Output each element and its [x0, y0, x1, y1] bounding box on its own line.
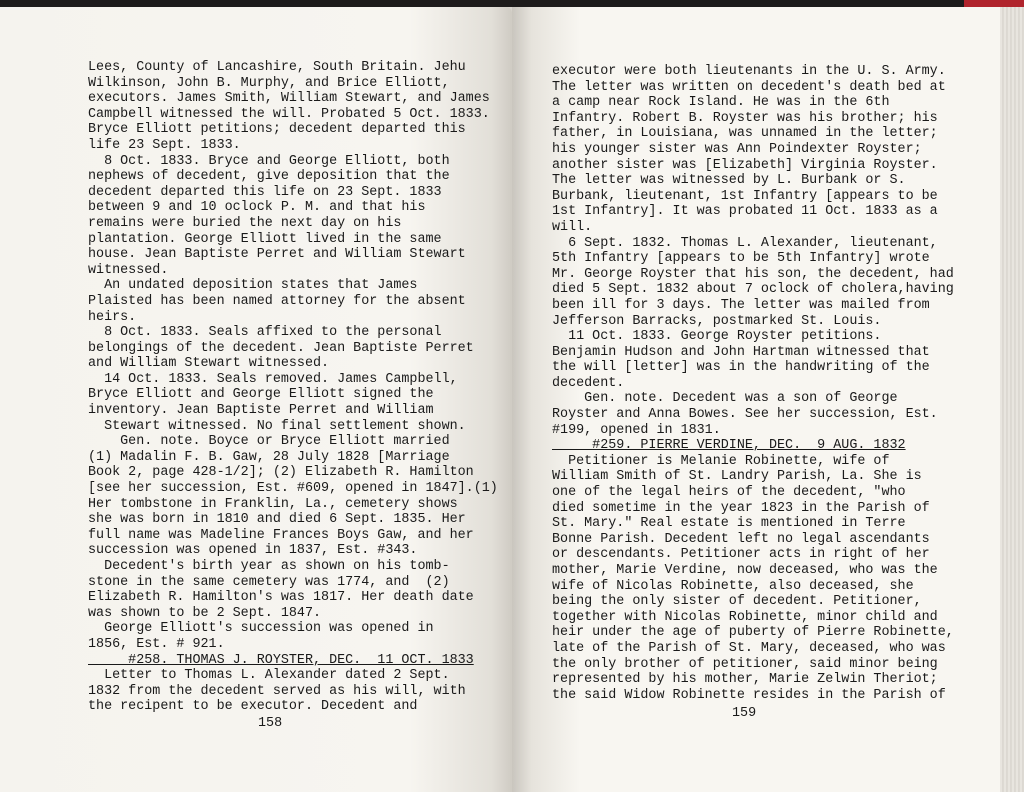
left-page-text [88, 60, 498, 715]
left-page [0, 7, 512, 792]
book-cover-edge [964, 0, 1024, 7]
text-line: plantation. George Elliott lived in the same [88, 231, 442, 247]
text-line: heir under the age of puberty of Pierre Robinette, [552, 625, 954, 641]
scan-top-border [0, 0, 1024, 7]
text-line: Stewart witnessed. No final settlement shown. [88, 418, 466, 434]
text-line: 1832 from the decedent served as his will, with [88, 683, 466, 699]
text-line: being the only sister of decedent. Petitioner, [552, 594, 922, 610]
text-line: St. Mary." Real estate is mentioned in Terre [552, 516, 906, 532]
text-line: been ill for 3 days. The letter was mailed from [552, 297, 930, 313]
text-line: Bryce Elliott petitions; decedent departed this [88, 122, 466, 138]
text-line: Mr. George Royster that his son, the decedent, had [552, 266, 954, 282]
text-line: inventory. Jean Baptiste Perret and William [88, 403, 434, 419]
left-page-number: 158 [258, 716, 283, 731]
text-line: Burbank, lieutenant, 1st Infantry [appears to be [552, 188, 938, 204]
text-line: between 9 and 10 oclock P. M. and that his [88, 200, 426, 216]
text-line: (1) Madalin F. B. Gaw, 28 July 1828 [Marriage [88, 449, 450, 465]
text-line: The letter was written on decedent's death bed at [552, 79, 946, 95]
text-line: [see her succession, Est. #609, opened in 1847].(1) [88, 481, 498, 497]
text-line: full name was Madeline Frances Boys Gaw, and her [88, 527, 474, 543]
text-line: Infantry. Robert B. Royster was his brother; his [552, 110, 938, 126]
text-line: decedent. [552, 375, 625, 391]
text-line: together with Nicolas Robinette, minor child and [552, 609, 938, 625]
text-line: Royster and Anna Bowes. See her succession, Est. [552, 407, 938, 423]
text-line: Gen. note. Boyce or Bryce Elliott married [88, 434, 450, 450]
text-line: house. Jean Baptiste Perret and William Stewart [88, 247, 466, 263]
text-line: and William Stewart witnessed. [88, 356, 330, 372]
text-line: 1856, Est. # 921. [88, 636, 225, 652]
text-line: 14 Oct. 1833. Seals removed. James Campbell, [88, 371, 458, 387]
text-line: the will [letter] was in the handwriting of the [552, 360, 930, 376]
text-line: Book 2, page 428-1/2]; (2) Elizabeth R. Hamilton [88, 465, 474, 481]
text-line: will. [552, 219, 593, 235]
text-line: life 23 Sept. 1833. [88, 137, 241, 153]
text-line: executors. James Smith, William Stewart, and James [88, 91, 490, 107]
text-line: Bryce Elliott and George Elliott signed the [88, 387, 434, 403]
text-line: a camp near Rock Island. He was in the 6th [552, 95, 890, 111]
text-line: 11 Oct. 1833. George Royster petitions. [552, 329, 882, 345]
text-line: Plaisted has been named attorney for the absent [88, 293, 466, 309]
text-line: Her tombstone in Franklin, La., cemetery shows [88, 496, 458, 512]
text-line: Petitioner is Melanie Robinette, wife of [552, 453, 890, 469]
text-line: decedent departed this life on 23 Sept. 1833 [88, 184, 442, 200]
entry-heading: #258. THOMAS J. ROYSTER, DEC. 11 OCT. 1833 [88, 652, 474, 668]
text-line: Decedent's birth year as shown on his tomb- [88, 559, 450, 574]
text-line: George Elliott's succession was opened in [88, 621, 434, 637]
text-line: witnessed. [88, 262, 169, 278]
text-line: another sister was [Elizabeth] Virginia Royster. [552, 157, 938, 173]
text-line: late of the Parish of St. Mary, deceased, who was [552, 640, 946, 656]
text-line: the only brother of petitioner, said minor being [552, 656, 938, 672]
text-line: mother, Marie Verdine, now deceased, who was the [552, 563, 938, 578]
text-line: 5th Infantry [appears to be 5th Infantry] wrote [552, 251, 930, 267]
text-line: Jefferson Barracks, postmarked St. Louis. [552, 313, 882, 329]
text-line: 8 Oct. 1833. Seals affixed to the personal [88, 325, 442, 341]
text-line: died 5 Sept. 1832 about 7 oclock of cholera,having [552, 282, 954, 298]
text-line: Letter to Thomas L. Alexander dated 2 Sept. [88, 668, 450, 684]
text-line: stone in the same cemetery was 1774, and (2) [88, 574, 450, 590]
right-page-text [552, 64, 954, 703]
text-line: Wilkinson, John B. Murphy, and Brice Elliott, [88, 75, 450, 91]
text-line: she was born in 1810 and died 6 Sept. 1835. Her [88, 512, 466, 528]
text-line: Bonne Parish. Decedent left no legal ascendants [552, 531, 930, 547]
right-page-number: 159 [732, 706, 757, 721]
text-line: executor were both lieutenants in the U. S. Army. [552, 64, 946, 79]
text-line: belongings of the decedent. Jean Baptiste Perret [88, 340, 474, 356]
text-line: William Smith of St. Landry Parish, La. She is [552, 469, 922, 485]
text-line: nephews of decedent, give deposition that the [88, 169, 450, 185]
text-line: 1st Infantry]. It was probated 11 Oct. 1833 as a [552, 204, 938, 220]
text-line: the recipent to be executor. Decedent and [88, 699, 418, 715]
text-line: Campbell witnessed the will. Probated 5 Oct. 1833. [88, 106, 490, 122]
text-line: wife of Nicolas Robinette, also deceased, she [552, 578, 914, 594]
text-line: one of the legal heirs of the decedent, "who [552, 485, 906, 501]
page-stack-edge [1000, 7, 1024, 792]
text-line: Lees, County of Lancashire, South Britain. Jehu [88, 60, 466, 75]
text-line: died sometime in the year 1823 in the Parish of [552, 500, 930, 516]
text-line: or descendants. Petitioner acts in right of her [552, 547, 930, 563]
text-line: An undated deposition states that James [88, 278, 418, 294]
text-line: 8 Oct. 1833. Bryce and George Elliott, both [88, 153, 450, 169]
text-line: 6 Sept. 1832. Thomas L. Alexander, lieutenant, [552, 235, 938, 251]
text-line: his younger sister was Ann Poindexter Royster; [552, 141, 922, 157]
text-line: remains were buried the next day on his [88, 215, 402, 231]
text-line: was shown to be 2 Sept. 1847. [88, 605, 322, 621]
right-page [512, 7, 1002, 792]
text-line: succession was opened in 1837, Est. #343. [88, 543, 418, 559]
text-line: The letter was witnessed by L. Burbank or S. [552, 173, 906, 189]
text-line: Benjamin Hudson and John Hartman witnessed that [552, 344, 930, 360]
text-line: heirs. [88, 309, 137, 325]
text-line: the said Widow Robinette resides in the Parish of [552, 687, 946, 703]
entry-heading: #259. PIERRE VERDINE, DEC. 9 AUG. 1832 [552, 438, 906, 454]
text-line: #199, opened in 1831. [552, 422, 721, 438]
text-line: represented by his mother, Marie Zelwin Theriot; [552, 672, 938, 688]
text-line: Elizabeth R. Hamilton's was 1817. Her death date [88, 590, 474, 606]
text-line: father, in Louisiana, was unnamed in the letter; [552, 126, 938, 142]
text-line: Gen. note. Decedent was a son of George [552, 391, 898, 407]
